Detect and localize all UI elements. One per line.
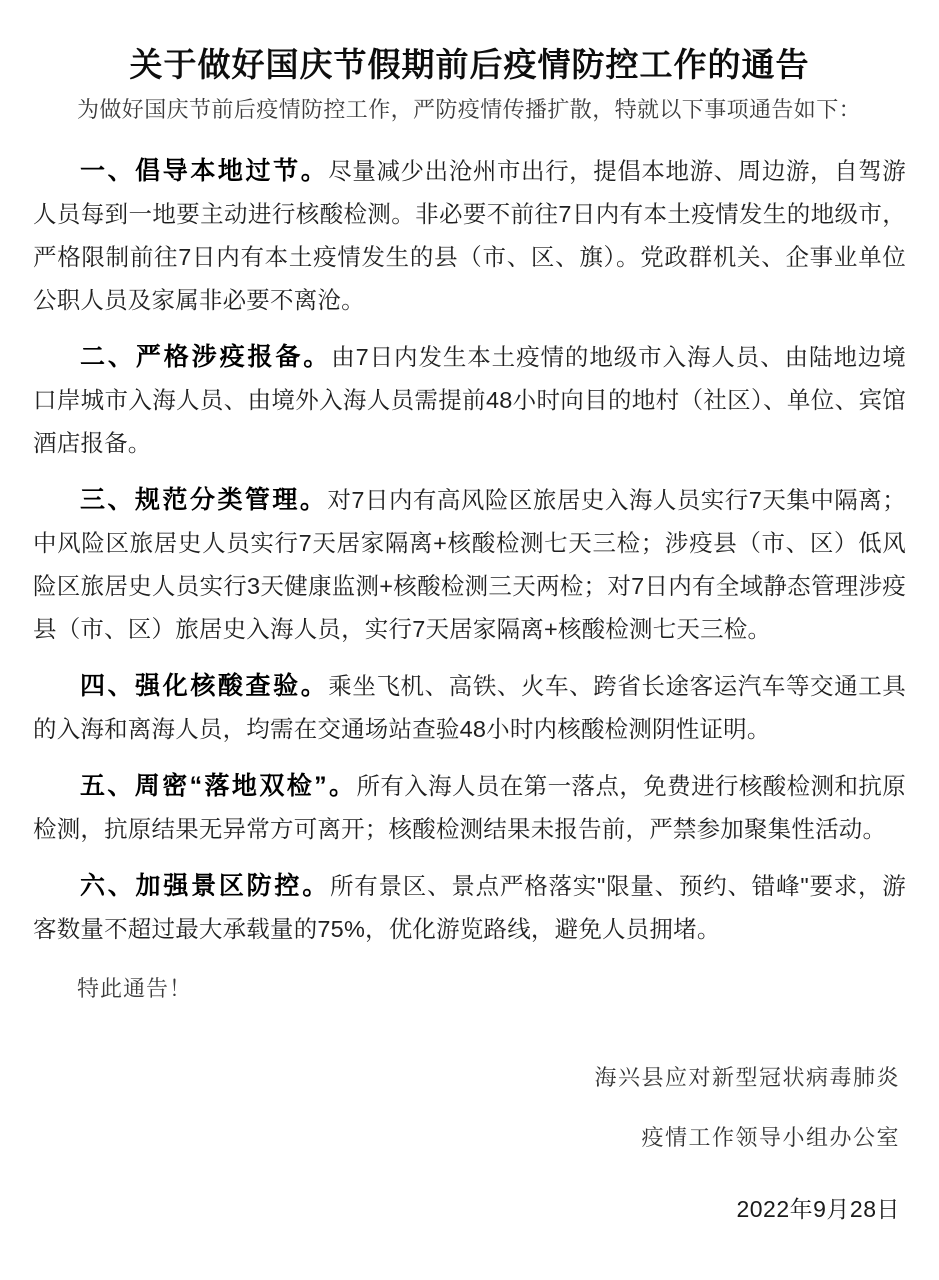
clause-heading-2: 二、严格涉疫报备。 [80, 343, 332, 371]
clause-text-2: 由7日内发生本土疫情的地级市入海人员、由陆地边境口岸城市入海人员、由境外入海人员需提前48小时向目的地村（社区）、单位、宾馆酒店报备。 [33, 344, 906, 456]
clause-text-5: 所有入海人员在第一落点，免费进行核酸检测和抗原检测，抗原结果无异常方可离开；核酸检测结果未报告前，严禁参加聚集性活动。 [33, 773, 906, 842]
issuer-line-2: 疫情工作领导小组办公室 [641, 1125, 900, 1150]
document-body [33, 90, 906, 1009]
clause-paragraph-1 [33, 150, 906, 322]
clause-paragraph-3 [33, 479, 906, 651]
issuer-line-1: 海兴县应对新型冠状病毒肺炎 [594, 1065, 900, 1090]
clause-text-6: 所有景区、景点严格落实"限量、预约、错峰"要求，游客数量不超过最大承载量的75%，优化游览路线，避免人员拥堵。 [33, 873, 906, 942]
clause-paragraph-5 [33, 765, 906, 851]
clause-heading-5: 五、周密“落地双检”。 [80, 772, 357, 800]
clause-paragraph-4 [33, 665, 906, 751]
clause-paragraph-2 [33, 336, 906, 465]
clause-text-1: 尽量减少出沧州市出行，提倡本地游、周边游，自驾游人员每到一地要主动进行核酸检测。非必要不前往7日内有本土疫情发生的地级市，严格限制前往7日内有本土疫情发生的县（市、区、旗）。党政群机关、企事业单位公职人员及家属非必要不离沧。 [33, 158, 906, 313]
clause-heading-3: 三、规范分类管理。 [80, 486, 328, 514]
clause-heading-1: 一、倡导本地过节。 [80, 157, 329, 185]
clause-heading-6: 六、加强景区防控。 [80, 872, 330, 900]
clause-paragraph-6 [33, 865, 906, 951]
closing-statement: 特此通告！ [77, 976, 193, 1001]
intro-paragraph: 为做好国庆节前后疫情防控工作，严防疫情传播扩散，特就以下事项通告如下： [77, 97, 862, 122]
clause-heading-4: 四、强化核酸查验。 [80, 672, 329, 700]
clause-text-3: 对7日内有高风险区旅居史入海人员实行7天集中隔离；中风险区旅居史人员实行7天居家隔离+核酸检测七天三检；涉疫县（市、区）低风险区旅居史人员实行3天健康监测+核酸检测三天两检；对7日内有全域静态管理涉疫县（市、区）旅居史入海人员，实行7天居家隔离+核酸检测七天三检。 [33, 487, 906, 642]
clause-text-4: 乘坐飞机、高铁、火车、跨省长途客运汽车等交通工具的入海和离海人员，均需在交通场站查验48小时内核酸检测阴性证明。 [33, 673, 906, 742]
page-title: 关于做好国庆节假期前后疫情防控工作的通告 [129, 46, 810, 84]
issue-date: 2022年9月28日 [736, 1196, 900, 1222]
signature-block [33, 1060, 906, 1226]
